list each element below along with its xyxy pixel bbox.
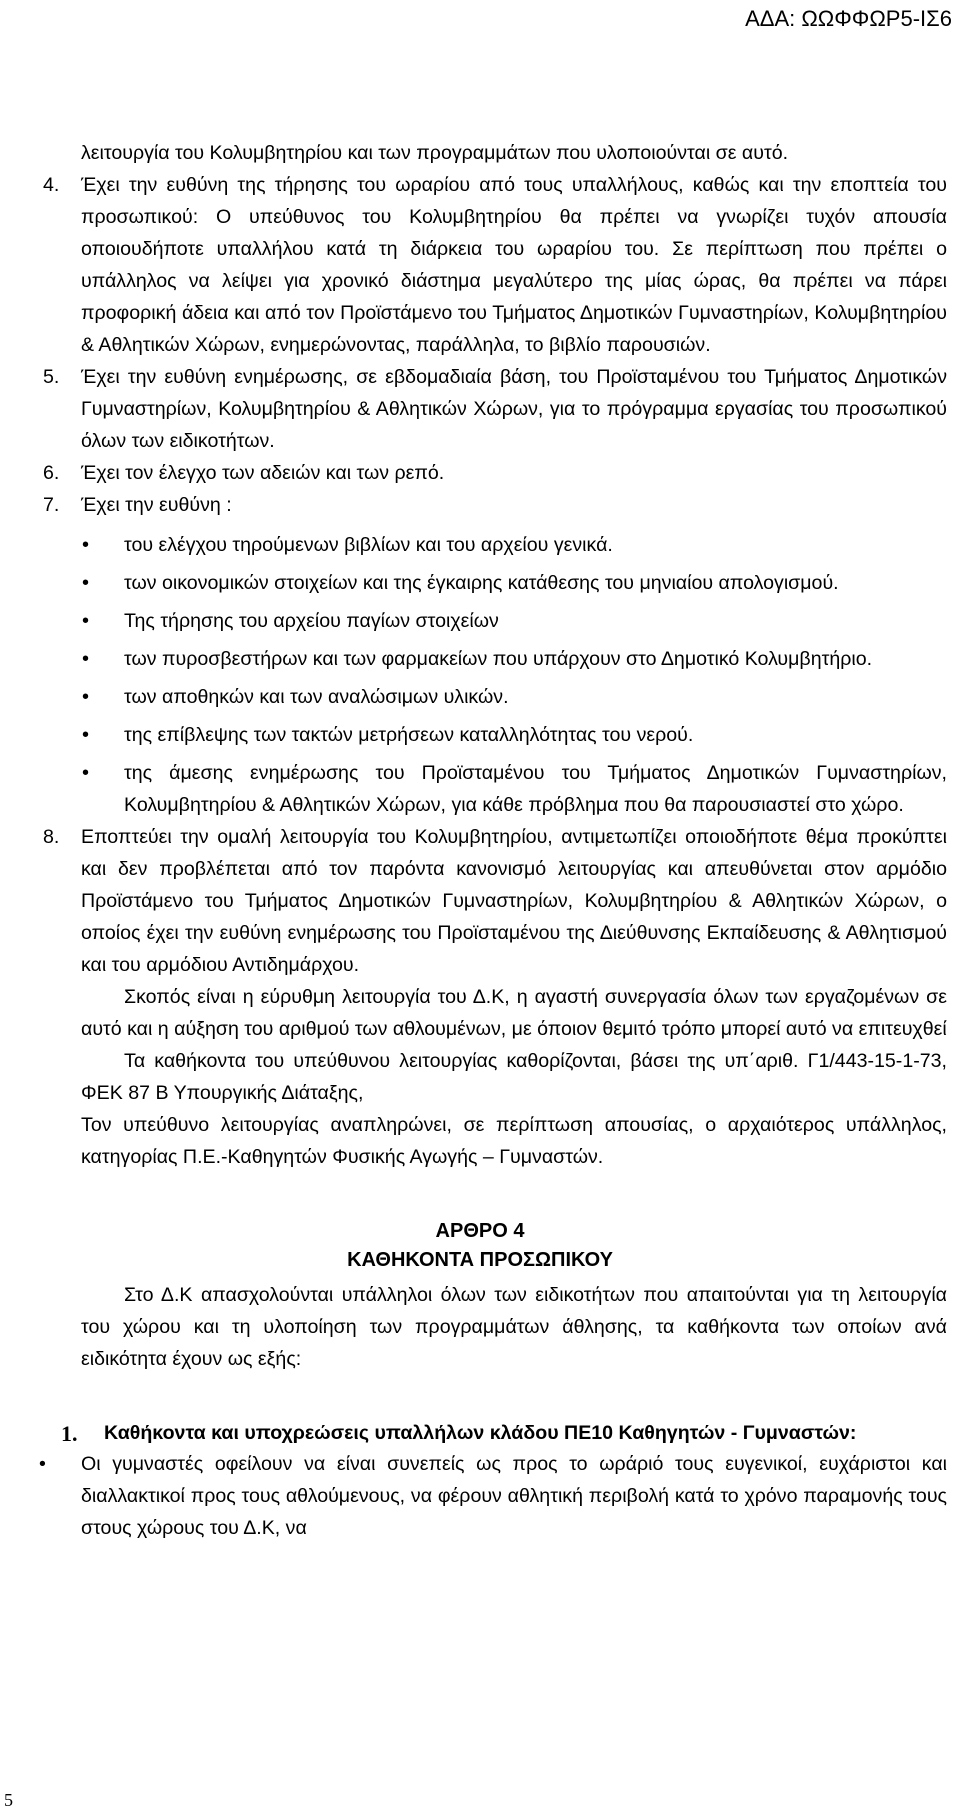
item-text: Έχει τον έλεγχο των αδειών και των ρεπό. [81, 462, 445, 484]
staff-paragraph: Στο Δ.Κ απασχολούνται υπάλληλοι όλων των ειδικοτήτων που απαιτούνται για τη λειτουργία του χώρου και τη υλοποίηση των προγραμμάτων άθλησης, τα καθήκοντα των οποίων ανά ειδικότητα έχουν ως εξής: [81, 1284, 947, 1370]
item-text: Έχει την ευθύνη : [81, 494, 232, 516]
item-number: 8. [43, 826, 60, 848]
item-text: Έχει την ευθύνη ενημέρωσης, σε εβδομαδιαία βάση, του Προϊσταμένου του Τμήματος Δημοτικών Γυμναστηρίων, Κολυμβητηρίου & Αθλητικών Χώρων, για το πρόγραμμα εργασίας του προσωπικού όλων των ειδικοτήτων. [81, 366, 947, 452]
list-item-6 [43, 457, 947, 489]
duties-paragraph: Τα καθήκοντα του υπεύθυνου λειτουργίας καθορίζονται, βάσει της υπ΄αριθ. Γ1/443-15-1-73, ΦΕΚ 87 Β Υπουργικής Διάταξης, [81, 1050, 947, 1104]
item-number: 4. [43, 174, 60, 196]
item-text: Εποπτεύει την ομαλή λειτουργία του Κολυμβητηρίου, αντιμετωπίζει οποιοδήποτε θέμα προκύπτει και δεν προβλέπεται από τον παρόντα κανονισμό λειτουργίας και απευθύνεται στον αρμόδιο Προϊστάμενο του Τμήματος Δημοτικών Γυμναστηρίων, Κολυμβητηρίου & Αθλητικών Χώρων, ο οποίος έχει την ευθύνη ενημέρωσης του Προϊσταμένου της Διεύθυνσης Εκπαίδευσης & Αθλητισμού και του αρμόδιου Αντιδημάρχου. [81, 826, 947, 976]
bullet-item: • Οι γυμναστές οφείλουν να είναι συνεπείς ως προς το ωράριό τους ευγενικοί, ευχάριστοι και διαλλακτικοί προς τους αθλούμενους, να φέρουν αθλητική περιβολή κατά το χρόνο παραμονής τους στους χώρους του Δ.Κ, να [81, 1448, 947, 1544]
list-item-7 [43, 489, 947, 521]
bullet-item: • του ελέγχου τηρούμενων βιβλίων και του αρχείου γενικά. [124, 529, 947, 561]
page-number: 5 [4, 1790, 13, 1810]
bullet-item: • των πυροσβεστήρων και των φαρμακείων που υπάρχουν στο Δημοτικό Κολυμβητήριο. [124, 643, 947, 675]
goal-paragraph: Σκοπός είναι η εύρυθμη λειτουργία του Δ.Κ, η αγαστή συνεργασία όλων των εργαζομένων σε αυτό και η αύξηση του αριθμού των αθλουμένων, με όποιον θεμιτό τρόπο μπορεί αυτό να επιτευχθεί [81, 986, 947, 1040]
continued-paragraph: λειτουργία του Κολυμβητηρίου και των προγραμμάτων που υλοποιούνται σε αυτό. [81, 142, 789, 164]
article-subtitle: ΚΑΘΗΚΟΝΤΑ ΠΡΟΣΩΠΙΚΟΥ [347, 1249, 613, 1271]
section-heading [61, 1419, 947, 1448]
list-item-4 [43, 169, 947, 361]
item-text: Έχει την ευθύνη της τήρησης του ωραρίου από τους υπαλλήλους, καθώς και την εποπτεία του προσωπικού: Ο υπεύθυνος του Κολυμβητηρίου θα πρέπει να γνωρίζει τυχόν απουσία οποιουδήποτε υπαλλήλου κατά τη διάρκεια του ωραρίου του. Σε περίπτωση που πρέπει ο υπάλληλος να λείψει για χρονικό διάστημα μεγαλύτερο της μίας ώρας, θα πρέπει να πάρει προφορική άδεια και από τον Προϊστάμενο του Τμήματος Δημοτικών Γυμναστηρίων, Κολυμβητηρίου & Αθλητικών Χώρων, ενημερώνοντας, παράλληλα, το βιβλίο παρουσιών. [81, 174, 947, 356]
bullet-item: • των οικονομικών στοιχείων και της έγκαιρης κατάθεσης του μηνιαίου απολογισμού. [124, 567, 947, 599]
ada-code: ΑΔΑ: ΩΩΦΦΩΡ5-ΙΣ6 [745, 6, 952, 31]
list-item-5 [43, 361, 947, 457]
bullet-item: • Της τήρησης του αρχείου παγίων στοιχείων [124, 605, 947, 637]
item-number: 6. [43, 462, 60, 484]
item-number: 5. [43, 366, 60, 388]
item-number: 7. [43, 494, 60, 516]
bullet-item: • των αποθηκών και των αναλώσιμων υλικών. [124, 681, 947, 713]
document-body [0, 137, 960, 1544]
section-title: Καθήκοντα και υποχρεώσεις υπαλλήλων κλάδου ΠΕ10 Καθηγητών - Γυμναστών: [104, 1422, 857, 1444]
replacement-paragraph: Τον υπεύθυνο λειτουργίας αναπληρώνει, σε περίπτωση απουσίας, ο αρχαιότερος υπάλληλος, κατηγορίας Π.Ε.-Καθηγητών Φυσικής Αγωγής – Γυμναστών. [81, 1114, 947, 1168]
bullet-item: • της επίβλεψης των τακτών μετρήσεων καταλληλότητας του νερού. [124, 719, 947, 751]
list-item-8 [43, 821, 947, 981]
bullet-item: • της άμεσης ενημέρωσης του Προϊσταμένου του Τμήματος Δημοτικών Γυμναστηρίων, Κολυμβητηρίου & Αθλητικών Χώρων, για κάθε πρόβλημα που θα παρουσιαστεί στο χώρο. [124, 757, 947, 821]
article-title: ΑΡΘΡΟ 4 [435, 1220, 525, 1242]
section-number: 1. [61, 1421, 78, 1446]
